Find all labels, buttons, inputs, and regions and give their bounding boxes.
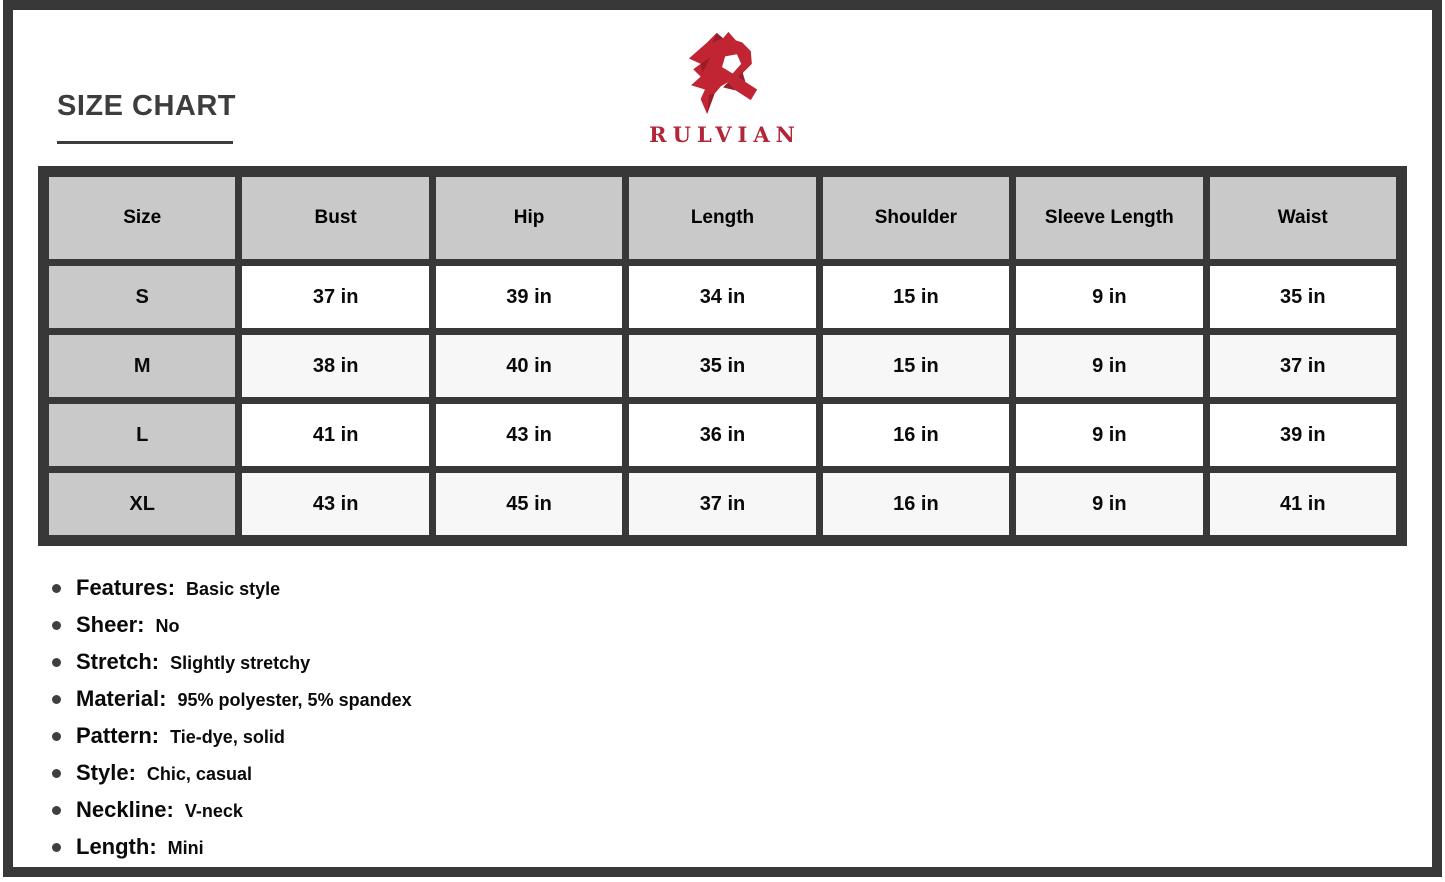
detail-label: Features: [76,575,176,600]
measurement-cell: 41 in [1210,473,1396,535]
measurement-cell: 43 in [242,473,428,535]
measurement-cell: 15 in [823,335,1009,397]
detail-item-material [52,687,412,711]
measurement-cell: 37 in [629,473,815,535]
column-header-hip: Hip [436,177,622,259]
detail-item-style [52,761,412,785]
detail-value: No [155,615,180,636]
measurement-cell: 39 in [436,266,622,328]
detail-label: Sheer: [76,612,145,637]
page-title: SIZE CHART [57,90,236,122]
column-header-shoulder: Shoulder [823,177,1009,259]
size-cell: L [49,404,235,466]
size-chart-table-container [38,166,1407,546]
table-row-xl [49,473,1396,535]
bullet-icon [52,843,61,852]
detail-label: Style: [76,760,136,785]
bullet-icon [52,732,61,741]
detail-label: Pattern: [76,723,160,748]
measurement-cell: 9 in [1016,473,1202,535]
detail-item-sheer [52,613,412,637]
brand-logo [562,28,882,147]
bullet-icon [52,695,61,704]
detail-value: Mini [167,837,204,858]
table-row-l [49,404,1396,466]
brand-wordmark: RULVIAN [649,122,801,147]
measurement-cell: 39 in [1210,404,1396,466]
size-cell: XL [49,473,235,535]
detail-item-stretch [52,650,412,674]
bullet-icon [52,584,61,593]
column-header-size: Size [49,177,235,259]
table-row-m [49,335,1396,397]
measurement-cell: 35 in [1210,266,1396,328]
measurement-cell: 9 in [1016,404,1202,466]
measurement-cell: 40 in [436,335,622,397]
column-header-sleeve-length: Sleeve Length [1016,177,1202,259]
measurement-cell: 16 in [823,473,1009,535]
detail-value: Chic, casual [146,763,252,784]
measurement-cell: 9 in [1016,266,1202,328]
detail-value: Slightly stretchy [170,652,311,673]
measurement-cell: 41 in [242,404,428,466]
detail-value: 95% polyester, 5% spandex [177,689,412,710]
size-cell: M [49,335,235,397]
title-underline [57,141,233,144]
detail-label: Material: [76,686,167,711]
product-details-list [52,576,412,872]
measurement-cell: 37 in [1210,335,1396,397]
table-row-s [49,266,1396,328]
bullet-icon [52,769,61,778]
detail-label: Length: [76,834,157,859]
measurement-cell: 16 in [823,404,1009,466]
measurement-cell: 37 in [242,266,428,328]
size-cell: S [49,266,235,328]
measurement-cell: 45 in [436,473,622,535]
measurement-cell: 36 in [629,404,815,466]
detail-item-features [52,576,412,600]
bullet-icon [52,806,61,815]
column-header-waist: Waist [1210,177,1396,259]
detail-item-neckline [52,798,412,822]
brand-r-monogram-icon [674,28,770,120]
bullet-icon [52,658,61,667]
detail-value: V-neck [184,800,243,821]
header-row [49,177,1396,259]
bullet-icon [52,621,61,630]
measurement-cell: 34 in [629,266,815,328]
detail-label: Stretch: [76,649,160,674]
detail-value: Basic style [186,578,281,599]
size-chart-table [38,166,1407,546]
detail-item-length [52,835,412,859]
column-header-length: Length [629,177,815,259]
column-header-bust: Bust [242,177,428,259]
measurement-cell: 9 in [1016,335,1202,397]
measurement-cell: 35 in [629,335,815,397]
measurement-cell: 15 in [823,266,1009,328]
detail-value: Tie-dye, solid [170,726,285,747]
measurement-cell: 43 in [436,404,622,466]
measurement-cell: 38 in [242,335,428,397]
detail-item-pattern [52,724,412,748]
detail-label: Neckline: [76,797,174,822]
